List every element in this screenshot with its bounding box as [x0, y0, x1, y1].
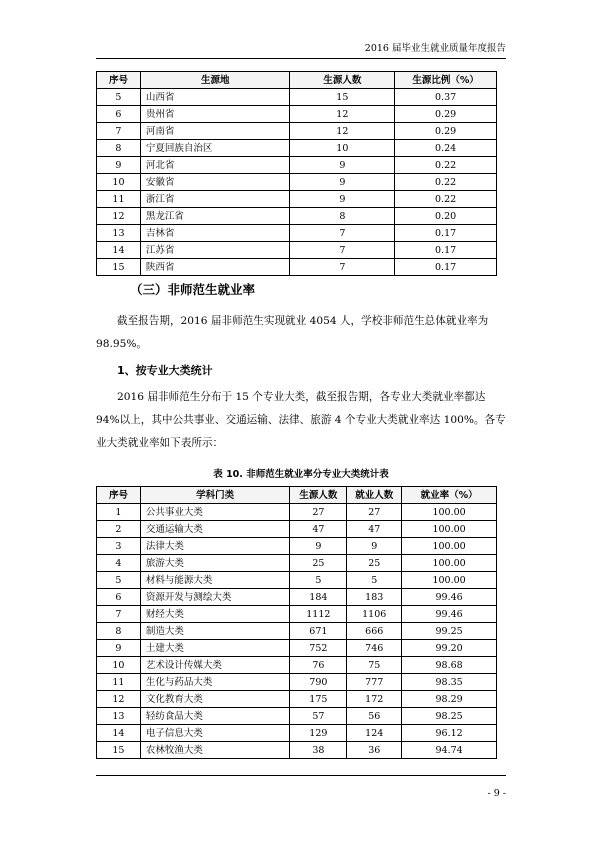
table-cell: 0.29: [395, 106, 497, 123]
table-cell: 100.00: [402, 555, 497, 572]
page-footer-rule: [96, 775, 506, 794]
table-row: [97, 521, 497, 538]
table-cell: 11: [97, 191, 141, 208]
table-row: [97, 708, 497, 725]
table-cell: 75: [347, 657, 402, 674]
table-row: [97, 174, 497, 191]
table-row: [97, 657, 497, 674]
table-cell: 94.74: [402, 742, 497, 759]
table-cell: 99.20: [402, 640, 497, 657]
table-header-row: [97, 487, 497, 504]
table-cell: 8: [97, 140, 141, 157]
table-cell: 12: [97, 691, 141, 708]
table-cell: 99.46: [402, 606, 497, 623]
table-row: [97, 191, 497, 208]
table-cell: 6: [97, 589, 141, 606]
table-cell: 7: [290, 259, 395, 276]
table-cell: 0.29: [395, 123, 497, 140]
column-header: 生源人数: [290, 72, 395, 89]
table-cell: 47: [290, 521, 347, 538]
table-row: [97, 674, 497, 691]
column-header: 序号: [97, 72, 141, 89]
column-header: 序号: [97, 487, 141, 504]
table-cell: 法律大类: [140, 538, 290, 555]
table-cell: 0.20: [395, 208, 497, 225]
table-cell: 99.46: [402, 589, 497, 606]
table-row: [97, 640, 497, 657]
table-row: [97, 225, 497, 242]
table-row: [97, 157, 497, 174]
table-row: [97, 106, 497, 123]
table-cell: 河北省: [140, 157, 290, 174]
paragraph-text: 截至报告期，2016 届非师范生实现就业 4054 人，学校非师范生总体就业率为 98.95%。: [96, 315, 489, 350]
report-title: 2016 届毕业生就业质量年度报告: [364, 43, 506, 54]
table-cell: 25: [347, 555, 402, 572]
table-cell: 0.22: [395, 157, 497, 174]
table-cell: 9: [290, 157, 395, 174]
major-employment-table: [96, 486, 497, 759]
table-cell: 3: [97, 538, 141, 555]
table-cell: 98.25: [402, 708, 497, 725]
table-cell: 土建大类: [140, 640, 290, 657]
table-cell: 36: [347, 742, 402, 759]
table-cell: 7: [97, 606, 141, 623]
table-cell: 777: [347, 674, 402, 691]
table-cell: 陕西省: [140, 259, 290, 276]
column-header: 就业率（%）: [402, 487, 497, 504]
table-cell: 96.12: [402, 725, 497, 742]
table-cell: 贵州省: [140, 106, 290, 123]
table-cell: 江苏省: [140, 242, 290, 259]
table-cell: 8: [290, 208, 395, 225]
table-cell: 0.17: [395, 225, 497, 242]
table-row: [97, 123, 497, 140]
subsection-title: 1、按专业大类统计: [117, 364, 213, 377]
table-cell: 27: [290, 504, 347, 521]
table-cell: 98.35: [402, 674, 497, 691]
table-cell: 11: [97, 674, 141, 691]
table-cell: 98.68: [402, 657, 497, 674]
paragraph: [96, 386, 506, 455]
table-cell: 公共事业大类: [140, 504, 290, 521]
table-cell: 0.24: [395, 140, 497, 157]
table-cell: 9: [290, 191, 395, 208]
table-cell: 10: [290, 140, 395, 157]
table-row: [97, 623, 497, 640]
table-header-row: [97, 72, 497, 89]
source-region-table: [96, 71, 497, 276]
table-cell: 9: [290, 538, 347, 555]
table-cell: 0.22: [395, 191, 497, 208]
table-row: [97, 572, 497, 589]
table-cell: 宁夏回族自治区: [140, 140, 290, 157]
table-row: [97, 725, 497, 742]
table-row: [97, 140, 497, 157]
table-row: [97, 89, 497, 106]
table-cell: 14: [97, 725, 141, 742]
table-cell: 10: [97, 657, 141, 674]
table-cell: 25: [290, 555, 347, 572]
table-cell: 艺术设计传媒大类: [140, 657, 290, 674]
paragraph-text: 2016 届非师范生分布于 15 个专业大类，截至报告期，各专业大类就业率都达 94%以上，其中公共事业、交通运输、法律、旅游 4 个专业大类就业率达 100%。各专业大类就业率如下表所示：: [96, 391, 506, 449]
table-cell: 制造大类: [140, 623, 290, 640]
table-cell: 12: [290, 106, 395, 123]
table-cell: 14: [97, 242, 141, 259]
table-cell: 浙江省: [140, 191, 290, 208]
table-cell: 4: [97, 555, 141, 572]
column-header: 生源地: [140, 72, 290, 89]
table-row: [97, 691, 497, 708]
table-cell: 黑龙江省: [140, 208, 290, 225]
table-cell: 56: [347, 708, 402, 725]
table-cell: 98.29: [402, 691, 497, 708]
table-cell: 13: [97, 225, 141, 242]
table-cell: 100.00: [402, 572, 497, 589]
table-cell: 农林牧渔大类: [140, 742, 290, 759]
table-cell: 文化教育大类: [140, 691, 290, 708]
table-cell: 财经大类: [140, 606, 290, 623]
table-cell: 175: [290, 691, 347, 708]
table-cell: 1106: [347, 606, 402, 623]
table-row: [97, 555, 497, 572]
table-cell: 100.00: [402, 538, 497, 555]
table-cell: 76: [290, 657, 347, 674]
table-row: [97, 538, 497, 555]
table-cell: 15: [97, 742, 141, 759]
table-cell: 124: [347, 725, 402, 742]
table-caption: 表 10. 非师范生就业率分专业大类统计表: [213, 469, 389, 480]
table-cell: 666: [347, 623, 402, 640]
table-cell: 671: [290, 623, 347, 640]
table-cell: 12: [97, 208, 141, 225]
page-number: - 9 -: [487, 788, 506, 799]
table-row: [97, 242, 497, 259]
table-cell: 172: [347, 691, 402, 708]
table-cell: 13: [97, 708, 141, 725]
table-cell: 790: [290, 674, 347, 691]
table-cell: 材料与能源大类: [140, 572, 290, 589]
table-cell: 5: [347, 572, 402, 589]
table-cell: 0.17: [395, 259, 497, 276]
table-cell: 12: [290, 123, 395, 140]
table-cell: 安徽省: [140, 174, 290, 191]
table-row: [97, 742, 497, 759]
table-cell: 183: [347, 589, 402, 606]
section-title: （三）非师范生就业率: [130, 282, 256, 297]
table-cell: 交通运输大类: [140, 521, 290, 538]
table-cell: 河南省: [140, 123, 290, 140]
paragraph: [96, 310, 506, 356]
table-cell: 9: [97, 157, 141, 174]
table-cell: 7: [97, 123, 141, 140]
page-header: [96, 42, 506, 59]
table-cell: 电子信息大类: [140, 725, 290, 742]
table-cell: 9: [347, 538, 402, 555]
table-cell: 15: [97, 259, 141, 276]
table-cell: 47: [347, 521, 402, 538]
table-cell: 746: [347, 640, 402, 657]
table-row: [97, 208, 497, 225]
table-cell: 8: [97, 623, 141, 640]
table-cell: 0.17: [395, 242, 497, 259]
table-cell: 27: [347, 504, 402, 521]
table-cell: 0.37: [395, 89, 497, 106]
table-cell: 资源开发与测绘大类: [140, 589, 290, 606]
table-cell: 0.22: [395, 174, 497, 191]
table-cell: 9: [97, 640, 141, 657]
table-cell: 100.00: [402, 521, 497, 538]
column-header: 学科门类: [140, 487, 290, 504]
table-row: [97, 504, 497, 521]
table-cell: 7: [290, 225, 395, 242]
table-cell: 5: [97, 572, 141, 589]
table-cell: 9: [290, 174, 395, 191]
table-cell: 1112: [290, 606, 347, 623]
table-row: [97, 259, 497, 276]
table-cell: 184: [290, 589, 347, 606]
table-cell: 5: [97, 89, 141, 106]
table-cell: 山西省: [140, 89, 290, 106]
table-cell: 752: [290, 640, 347, 657]
table-cell: 吉林省: [140, 225, 290, 242]
table-cell: 129: [290, 725, 347, 742]
table-cell: 10: [97, 174, 141, 191]
table-cell: 生化与药品大类: [140, 674, 290, 691]
column-header: 生源人数: [290, 487, 347, 504]
table-cell: 轻纺食品大类: [140, 708, 290, 725]
table-row: [97, 606, 497, 623]
column-header: 就业人数: [347, 487, 402, 504]
table-cell: 旅游大类: [140, 555, 290, 572]
table-cell: 2: [97, 521, 141, 538]
table-cell: 38: [290, 742, 347, 759]
table-cell: 7: [290, 242, 395, 259]
table-cell: 5: [290, 572, 347, 589]
table-cell: 1: [97, 504, 141, 521]
table-cell: 6: [97, 106, 141, 123]
column-header: 生源比例（%）: [395, 72, 497, 89]
table-cell: 99.25: [402, 623, 497, 640]
table-cell: 15: [290, 89, 395, 106]
table-row: [97, 589, 497, 606]
table-cell: 100.00: [402, 504, 497, 521]
table-cell: 57: [290, 708, 347, 725]
